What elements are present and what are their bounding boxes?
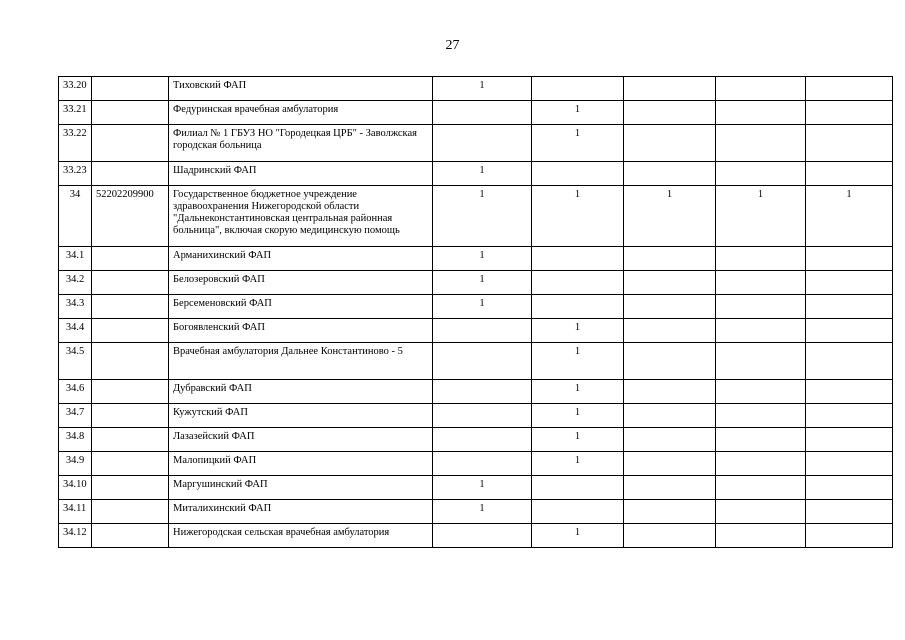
value-cell <box>806 452 893 476</box>
value-cell <box>716 247 806 271</box>
value-cell <box>624 162 716 186</box>
value-cell <box>806 271 893 295</box>
value-cell <box>806 428 893 452</box>
value-cell <box>806 500 893 524</box>
row-number: 33.21 <box>59 101 92 125</box>
value-cell: 1 <box>532 404 624 428</box>
row-number: 34.3 <box>59 295 92 319</box>
facility-name: Малопицкий ФАП <box>169 452 433 476</box>
value-cell: 1 <box>433 271 532 295</box>
row-code <box>92 428 169 452</box>
value-cell <box>806 77 893 101</box>
value-cell <box>624 247 716 271</box>
table-row <box>59 247 893 271</box>
facility-name: Федуринская врачебная амбулатория <box>169 101 433 125</box>
value-cell: 1 <box>433 295 532 319</box>
value-cell <box>624 524 716 548</box>
value-cell <box>433 101 532 125</box>
page-number: 27 <box>445 38 460 53</box>
table-row <box>59 380 893 404</box>
facility-name: Врачебная амбулатория Дальнее Константиново - 5 <box>169 343 433 380</box>
value-cell <box>433 343 532 380</box>
row-number: 34.10 <box>59 476 92 500</box>
value-cell <box>716 404 806 428</box>
value-cell <box>806 247 893 271</box>
table-row <box>59 524 893 548</box>
value-cell <box>806 101 893 125</box>
value-cell <box>716 295 806 319</box>
value-cell <box>532 476 624 500</box>
value-cell <box>433 452 532 476</box>
facility-name: Дубравский ФАП <box>169 380 433 404</box>
value-cell <box>716 380 806 404</box>
row-number: 34.11 <box>59 500 92 524</box>
value-cell <box>716 125 806 162</box>
value-cell <box>716 343 806 380</box>
row-code <box>92 125 169 162</box>
value-cell <box>532 271 624 295</box>
row-number: 34.9 <box>59 452 92 476</box>
table-row <box>59 295 893 319</box>
value-cell <box>624 452 716 476</box>
row-code <box>92 162 169 186</box>
value-cell: 1 <box>532 380 624 404</box>
row-number: 33.20 <box>59 77 92 101</box>
row-code <box>92 247 169 271</box>
facility-name: Филиал № 1 ГБУЗ НО "Городецкая ЦРБ" - Заволжская городская больница <box>169 125 433 162</box>
value-cell <box>433 380 532 404</box>
row-number: 34.7 <box>59 404 92 428</box>
row-code <box>92 380 169 404</box>
value-cell <box>624 476 716 500</box>
value-cell <box>716 452 806 476</box>
table-row <box>59 476 893 500</box>
row-code <box>92 452 169 476</box>
value-cell <box>624 343 716 380</box>
value-cell: 1 <box>532 452 624 476</box>
value-cell <box>624 428 716 452</box>
row-number: 34.1 <box>59 247 92 271</box>
value-cell <box>433 125 532 162</box>
value-cell <box>806 380 893 404</box>
row-number: 34.4 <box>59 319 92 343</box>
facility-name: Берсеменовский ФАП <box>169 295 433 319</box>
value-cell <box>532 77 624 101</box>
table-row <box>59 404 893 428</box>
row-code <box>92 343 169 380</box>
value-cell <box>716 524 806 548</box>
value-cell <box>624 319 716 343</box>
facility-name: Кужутский ФАП <box>169 404 433 428</box>
row-number: 34.6 <box>59 380 92 404</box>
facility-name: Государственное бюджетное учреждение здравоохранения Нижегородской области "Дальнеконстантиновская центральная районная больница", включая скорую медицинскую помощь <box>169 186 433 247</box>
table-row <box>59 77 893 101</box>
table-row <box>59 428 893 452</box>
row-code <box>92 500 169 524</box>
facility-name: Белозеровский ФАП <box>169 271 433 295</box>
value-cell <box>806 319 893 343</box>
facility-name: Маргушинский ФАП <box>169 476 433 500</box>
value-cell <box>806 476 893 500</box>
facility-name: Арманихинский ФАП <box>169 247 433 271</box>
value-cell <box>532 295 624 319</box>
row-code <box>92 77 169 101</box>
facility-name: Нижегородская сельская врачебная амбулатория <box>169 524 433 548</box>
row-number: 34.2 <box>59 271 92 295</box>
row-number: 33.23 <box>59 162 92 186</box>
value-cell <box>806 162 893 186</box>
value-cell <box>806 343 893 380</box>
value-cell <box>624 271 716 295</box>
value-cell: 1 <box>433 247 532 271</box>
value-cell <box>624 500 716 524</box>
row-code <box>92 319 169 343</box>
table-row <box>59 101 893 125</box>
row-code <box>92 404 169 428</box>
value-cell <box>433 428 532 452</box>
value-cell: 1 <box>624 186 716 247</box>
value-cell <box>806 524 893 548</box>
value-cell <box>433 524 532 548</box>
value-cell <box>433 319 532 343</box>
row-number: 34.8 <box>59 428 92 452</box>
value-cell: 1 <box>532 101 624 125</box>
value-cell <box>716 101 806 125</box>
table-row <box>59 452 893 476</box>
value-cell <box>532 162 624 186</box>
facility-name: Шадринский ФАП <box>169 162 433 186</box>
value-cell: 1 <box>806 186 893 247</box>
value-cell <box>624 77 716 101</box>
value-cell: 1 <box>433 186 532 247</box>
facility-name: Богоявленский ФАП <box>169 319 433 343</box>
value-cell: 1 <box>433 476 532 500</box>
value-cell <box>624 101 716 125</box>
value-cell <box>716 476 806 500</box>
row-code <box>92 101 169 125</box>
table-row <box>59 186 893 247</box>
row-number: 34.5 <box>59 343 92 380</box>
value-cell <box>716 162 806 186</box>
row-code <box>92 476 169 500</box>
row-number: 34 <box>59 186 92 247</box>
medical-facilities-table <box>58 76 893 548</box>
table-row <box>59 271 893 295</box>
value-cell: 1 <box>433 162 532 186</box>
value-cell: 1 <box>433 500 532 524</box>
value-cell <box>624 295 716 319</box>
table-row <box>59 125 893 162</box>
table-row <box>59 500 893 524</box>
table-row <box>59 319 893 343</box>
value-cell: 1 <box>532 343 624 380</box>
value-cell <box>716 77 806 101</box>
value-cell: 1 <box>532 125 624 162</box>
value-cell: 1 <box>532 428 624 452</box>
value-cell: 1 <box>532 524 624 548</box>
value-cell <box>624 380 716 404</box>
value-cell <box>532 247 624 271</box>
value-cell <box>806 404 893 428</box>
row-code <box>92 271 169 295</box>
value-cell <box>716 271 806 295</box>
value-cell: 1 <box>532 319 624 343</box>
row-code <box>92 295 169 319</box>
facility-name: Тиховский ФАП <box>169 77 433 101</box>
value-cell <box>532 500 624 524</box>
value-cell <box>624 125 716 162</box>
facility-name: Лазазейский ФАП <box>169 428 433 452</box>
facility-name: Миталихинский ФАП <box>169 500 433 524</box>
row-code <box>92 524 169 548</box>
value-cell <box>806 295 893 319</box>
value-cell <box>433 404 532 428</box>
table-row <box>59 343 893 380</box>
value-cell: 1 <box>532 186 624 247</box>
value-cell: 1 <box>716 186 806 247</box>
value-cell <box>716 428 806 452</box>
value-cell: 1 <box>433 77 532 101</box>
row-code: 52202209900 <box>92 186 169 247</box>
value-cell <box>716 319 806 343</box>
table-row <box>59 162 893 186</box>
row-number: 33.22 <box>59 125 92 162</box>
value-cell <box>806 125 893 162</box>
value-cell <box>624 404 716 428</box>
row-number: 34.12 <box>59 524 92 548</box>
value-cell <box>716 500 806 524</box>
